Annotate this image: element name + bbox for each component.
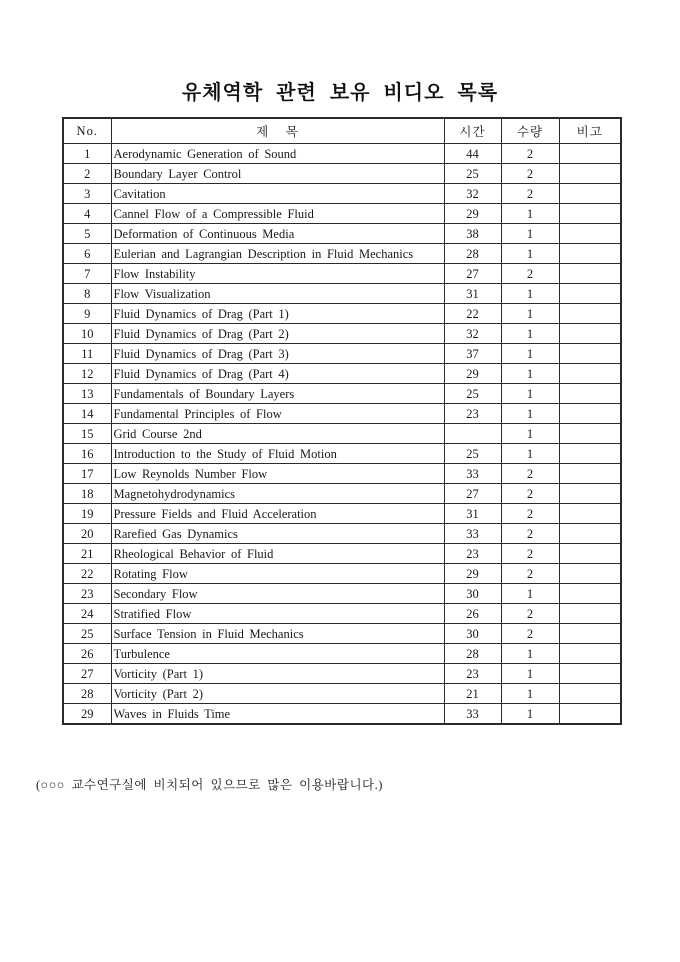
cell-title: Waves in Fluids Time — [111, 704, 444, 725]
cell-no: 2 — [63, 164, 111, 184]
cell-qty: 2 — [501, 604, 559, 624]
cell-title: Magnetohydrodynamics — [111, 484, 444, 504]
cell-note — [559, 184, 621, 204]
table-row — [63, 604, 621, 624]
table-row — [63, 184, 621, 204]
cell-note — [559, 404, 621, 424]
cell-no: 9 — [63, 304, 111, 324]
column-header-time: 시간 — [444, 118, 501, 144]
cell-note — [559, 204, 621, 224]
cell-title: Flow Instability — [111, 264, 444, 284]
cell-time: 27 — [444, 484, 501, 504]
table-row — [63, 404, 621, 424]
cell-time: 23 — [444, 404, 501, 424]
cell-note — [559, 644, 621, 664]
cell-title: Surface Tension in Fluid Mechanics — [111, 624, 444, 644]
cell-title: Fundamental Principles of Flow — [111, 404, 444, 424]
table-row — [63, 704, 621, 725]
cell-no: 27 — [63, 664, 111, 684]
cell-qty: 1 — [501, 324, 559, 344]
cell-qty: 1 — [501, 584, 559, 604]
cell-qty: 1 — [501, 704, 559, 725]
page-title: 유체역학 관련 보유 비디오 목록 — [181, 82, 499, 104]
cell-note — [559, 604, 621, 624]
cell-title: Fluid Dynamics of Drag (Part 3) — [111, 344, 444, 364]
cell-note — [559, 164, 621, 184]
cell-title: Fluid Dynamics of Drag (Part 1) — [111, 304, 444, 324]
cell-qty: 1 — [501, 664, 559, 684]
table-row — [63, 584, 621, 604]
table-row — [63, 384, 621, 404]
table-row — [63, 484, 621, 504]
cell-no: 6 — [63, 244, 111, 264]
table-row — [63, 664, 621, 684]
table-row — [63, 504, 621, 524]
cell-no: 12 — [63, 364, 111, 384]
cell-time: 33 — [444, 464, 501, 484]
cell-note — [559, 444, 621, 464]
table-row — [63, 564, 621, 584]
cell-time: 25 — [444, 384, 501, 404]
cell-note — [559, 264, 621, 284]
video-list-table — [62, 117, 622, 725]
cell-qty: 1 — [501, 644, 559, 664]
cell-note — [559, 484, 621, 504]
cell-title: Aerodynamic Generation of Sound — [111, 144, 444, 164]
cell-no: 23 — [63, 584, 111, 604]
cell-no: 1 — [63, 144, 111, 164]
cell-no: 17 — [63, 464, 111, 484]
cell-title: Introduction to the Study of Fluid Motion — [111, 444, 444, 464]
cell-title: Cannel Flow of a Compressible Fluid — [111, 204, 444, 224]
cell-qty: 2 — [501, 524, 559, 544]
table-row — [63, 284, 621, 304]
cell-title: Rarefied Gas Dynamics — [111, 524, 444, 544]
cell-note — [559, 624, 621, 644]
cell-note — [559, 344, 621, 364]
table-row — [63, 444, 621, 464]
cell-title: Fluid Dynamics of Drag (Part 2) — [111, 324, 444, 344]
cell-qty: 1 — [501, 204, 559, 224]
table-row — [63, 264, 621, 284]
cell-qty: 2 — [501, 564, 559, 584]
cell-note — [559, 704, 621, 725]
table-row — [63, 684, 621, 704]
cell-title: Rheological Behavior of Fluid — [111, 544, 444, 564]
cell-no: 13 — [63, 384, 111, 404]
cell-title: Vorticity (Part 1) — [111, 664, 444, 684]
cell-no: 19 — [63, 504, 111, 524]
cell-no: 21 — [63, 544, 111, 564]
cell-time: 31 — [444, 284, 501, 304]
cell-no: 22 — [63, 564, 111, 584]
cell-title: Secondary Flow — [111, 584, 444, 604]
cell-qty: 1 — [501, 224, 559, 244]
column-header-no: No. — [63, 118, 111, 144]
column-header-remark: 비고 — [559, 118, 621, 144]
cell-no: 26 — [63, 644, 111, 664]
table-row — [63, 644, 621, 664]
cell-no: 5 — [63, 224, 111, 244]
cell-note — [559, 224, 621, 244]
table-row — [63, 364, 621, 384]
cell-time: 32 — [444, 184, 501, 204]
cell-no: 15 — [63, 424, 111, 444]
cell-no: 8 — [63, 284, 111, 304]
cell-note — [559, 564, 621, 584]
table-row — [63, 224, 621, 244]
cell-qty: 1 — [501, 444, 559, 464]
table-row — [63, 424, 621, 444]
cell-title: Low Reynolds Number Flow — [111, 464, 444, 484]
cell-qty: 1 — [501, 364, 559, 384]
cell-qty: 2 — [501, 144, 559, 164]
cell-qty: 2 — [501, 164, 559, 184]
cell-note — [559, 384, 621, 404]
table-row — [63, 304, 621, 324]
cell-qty: 1 — [501, 384, 559, 404]
cell-qty: 1 — [501, 284, 559, 304]
cell-qty: 1 — [501, 404, 559, 424]
cell-time: 32 — [444, 324, 501, 344]
cell-qty: 2 — [501, 464, 559, 484]
cell-time: 23 — [444, 544, 501, 564]
cell-time: 29 — [444, 364, 501, 384]
column-header-title: 제 목 — [111, 118, 444, 144]
cell-qty: 2 — [501, 264, 559, 284]
cell-no: 3 — [63, 184, 111, 204]
cell-qty: 2 — [501, 184, 559, 204]
table-row — [63, 144, 621, 164]
cell-no: 20 — [63, 524, 111, 544]
cell-title: Stratified Flow — [111, 604, 444, 624]
cell-time: 33 — [444, 704, 501, 725]
cell-no: 29 — [63, 704, 111, 725]
cell-qty: 2 — [501, 544, 559, 564]
table-header-row — [63, 118, 621, 144]
cell-note — [559, 544, 621, 564]
cell-note — [559, 464, 621, 484]
cell-no: 10 — [63, 324, 111, 344]
cell-title: Grid Course 2nd — [111, 424, 444, 444]
cell-no: 24 — [63, 604, 111, 624]
video-table-body — [63, 144, 621, 725]
cell-title: Cavitation — [111, 184, 444, 204]
cell-no: 11 — [63, 344, 111, 364]
cell-qty: 1 — [501, 244, 559, 264]
cell-title: Flow Visualization — [111, 284, 444, 304]
cell-title: Fundamentals of Boundary Layers — [111, 384, 444, 404]
cell-time: 33 — [444, 524, 501, 544]
table-row — [63, 324, 621, 344]
cell-qty: 2 — [501, 484, 559, 504]
cell-time: 25 — [444, 164, 501, 184]
cell-qty: 1 — [501, 344, 559, 364]
cell-title: Rotating Flow — [111, 564, 444, 584]
cell-time: 22 — [444, 304, 501, 324]
cell-time: 28 — [444, 244, 501, 264]
cell-title: Pressure Fields and Fluid Acceleration — [111, 504, 444, 524]
cell-time: 23 — [444, 664, 501, 684]
cell-time: 21 — [444, 684, 501, 704]
table-header — [63, 118, 621, 144]
cell-no: 16 — [63, 444, 111, 464]
cell-title: Deformation of Continuous Media — [111, 224, 444, 244]
table-row — [63, 524, 621, 544]
cell-no: 28 — [63, 684, 111, 704]
cell-note — [559, 504, 621, 524]
cell-title: Vorticity (Part 2) — [111, 684, 444, 704]
table-row — [63, 544, 621, 564]
cell-note — [559, 284, 621, 304]
cell-note — [559, 684, 621, 704]
cell-qty: 1 — [501, 304, 559, 324]
cell-note — [559, 364, 621, 384]
cell-title: Boundary Layer Control — [111, 164, 444, 184]
cell-time: 30 — [444, 584, 501, 604]
cell-qty: 2 — [501, 504, 559, 524]
cell-qty: 2 — [501, 624, 559, 644]
cell-time: 26 — [444, 604, 501, 624]
cell-no: 7 — [63, 264, 111, 284]
table-row — [63, 244, 621, 264]
cell-time: 25 — [444, 444, 501, 464]
cell-time — [444, 424, 501, 444]
cell-note — [559, 324, 621, 344]
footnote: (○○○ 교수연구실에 비치되어 있으므로 많은 이용바랍니다.) — [36, 778, 383, 792]
cell-note — [559, 584, 621, 604]
cell-note — [559, 424, 621, 444]
cell-time: 37 — [444, 344, 501, 364]
cell-no: 14 — [63, 404, 111, 424]
table-row — [63, 204, 621, 224]
cell-no: 25 — [63, 624, 111, 644]
cell-no: 4 — [63, 204, 111, 224]
column-header-qty: 수량 — [501, 118, 559, 144]
cell-note — [559, 524, 621, 544]
cell-time: 30 — [444, 624, 501, 644]
table-row — [63, 164, 621, 184]
cell-time: 31 — [444, 504, 501, 524]
cell-time: 38 — [444, 224, 501, 244]
cell-note — [559, 144, 621, 164]
cell-time: 29 — [444, 204, 501, 224]
cell-note — [559, 664, 621, 684]
table-row — [63, 464, 621, 484]
cell-time: 44 — [444, 144, 501, 164]
table-row — [63, 344, 621, 364]
cell-no: 18 — [63, 484, 111, 504]
cell-title: Eulerian and Lagrangian Description in Fluid Mechanics — [111, 244, 444, 264]
cell-title: Turbulence — [111, 644, 444, 664]
cell-qty: 1 — [501, 684, 559, 704]
cell-time: 28 — [444, 644, 501, 664]
cell-note — [559, 304, 621, 324]
cell-time: 29 — [444, 564, 501, 584]
table-row — [63, 624, 621, 644]
cell-time: 27 — [444, 264, 501, 284]
cell-title: Fluid Dynamics of Drag (Part 4) — [111, 364, 444, 384]
cell-qty: 1 — [501, 424, 559, 444]
cell-note — [559, 244, 621, 264]
